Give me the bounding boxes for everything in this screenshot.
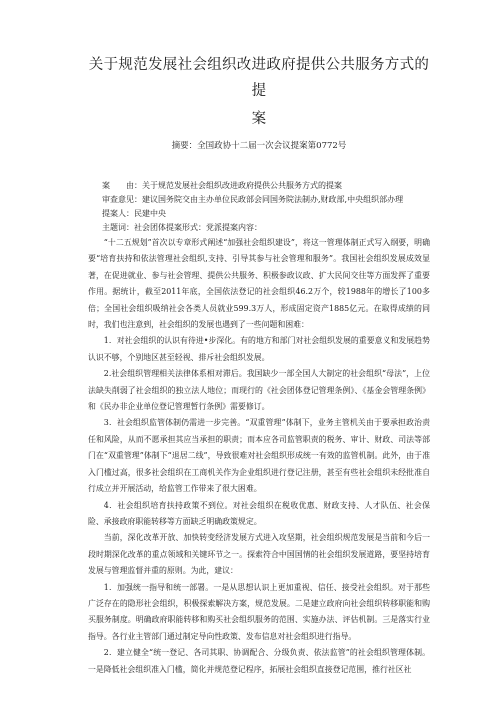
meta-cause (88, 179, 430, 193)
body-paragraph: “十二五规划”首次以专章形式阐述“加强社会组织建设”，将这一管理体制正式写入纲要，明确要“培育扶持和依法管理社会组织,支持、引导其参与社会管理和服务”。我国社会组织发展成效显著，在促进就业、参与社会管理、提供公共服务、积极参政议政、扩大民间交往等方面发挥了重要作用。据统计，截至2011年底，全国依法登记的社会组织46.2万个，较1988年的增长了100多倍；全国社会组织吸纳社会各类人员就业599.3万人，形成固定资产1885亿元。在取得成绩的同时，我们也注意到，社会组织的发展也遇到了一些问题和困难： (88, 238, 430, 330)
body-paragraph: 当前，深化改革开放、加快转变经济发展方式进入攻坚期，社会组织规范发展是当前和今后一段时期深化改革的重点领域和关键环节之一。探索符合中国国情的社会组织发展道路，要坚持培育发展与管理监督并重的原则。为此，建议： (88, 533, 430, 576)
meta-topic-label: 主题词： (102, 223, 134, 232)
title-line-1: 关于规范发展社会组织改进政府提供公共服务方式的提 (88, 57, 430, 99)
meta-cause-value: 关于规范发展社会组织改进政府提供公共服务方式的提案 (142, 181, 342, 190)
meta-proposer-value: 民建中央 (134, 209, 166, 218)
meta-proposer (88, 207, 430, 221)
meta-cause-label: 案 由： (102, 181, 142, 190)
meta-review-value: 建议国务院交由主办单位民政部会同国务院法制办,财政部,中央组织部办理 (142, 195, 404, 204)
title-line-2: 案 (251, 111, 267, 127)
meta-proposer-label: 提案人： (102, 209, 134, 218)
body-paragraph: 4．社会组织培育扶持政策不到位。对社会组织在税收优惠、财政支持、人才队伍、社会保险、承接政府职能转移等方面缺乏明确政策规定。 (88, 500, 430, 526)
document-title (88, 52, 430, 132)
meta-topic (88, 221, 430, 235)
body-paragraph: 3．社会组织监管体制仍需进一步完善。“双重管理”体制下，业务主管机关由于要承担政治责任和风险，从而不愿承担其应当承担的职责；而本应各司监管职责的税务、审计、财政、司法等部门在“双重管理”体制下“退居二线”，导致很难对社会组织形成统一有效的监管机制。此外，由于准入门槛过高，很多社会组织在工商机关作为企业组织进行登记注册，甚至有些社会组织未经批准自行成立并开展活动，给监管工作带来了很大困难。 (88, 418, 430, 494)
body-paragraph: 2.社会组织管理相关法律体系相对滞后。我国缺少一部全国人大制定的社会组织“母法”，上位法缺失削弱了社会组织的独立法人地位；而现行的《社会团体登记管理条例》、《基金会管理条例》和《民办非企业单位登记管理暂行条例》需要修订。 (88, 369, 430, 412)
body-paragraph: 1．对社会组织的认识有待进•步深化。有的地方和部门对社会组织发展的重要意义和发展趋势认识不够，个别地区甚至轻视、排斥社会组织发展。 (88, 336, 430, 362)
document-subtitle: 摘要：全国政协十二届一次会议提案第0772号 (171, 141, 347, 151)
meta-topic-value: 社会团体提案形式：党派提案内容： (134, 223, 262, 232)
document-body (88, 235, 430, 678)
body-paragraph: 1．加强统一指导和统一部署。一是从思想认识上更加重视、信任、接受社会组织。对于那些广泛存在的隐形社会组织，积极探索解决方案，规范发展。二是建立政府向社会组织转移职能和购买服务制度。明确政府职能转移和购买社会组织服务的范围、实施办法、评估机制。三是落实行业指导。各行业主管部门通过制定导向性政策、发布信息对社会组织进行指导。 (88, 582, 430, 641)
document-meta (88, 179, 430, 235)
meta-review-label: 审查意见： (102, 195, 142, 204)
body-paragraph: 2．建立健全“统一登记、各司其职、协调配合、分级负责、依法监管”的社会组织管理体制。一是降低社会组织准入门槛，简化并规范登记程序，拓展社会组织直接登记范围，推行社区社 (88, 648, 430, 674)
meta-review (88, 193, 430, 207)
